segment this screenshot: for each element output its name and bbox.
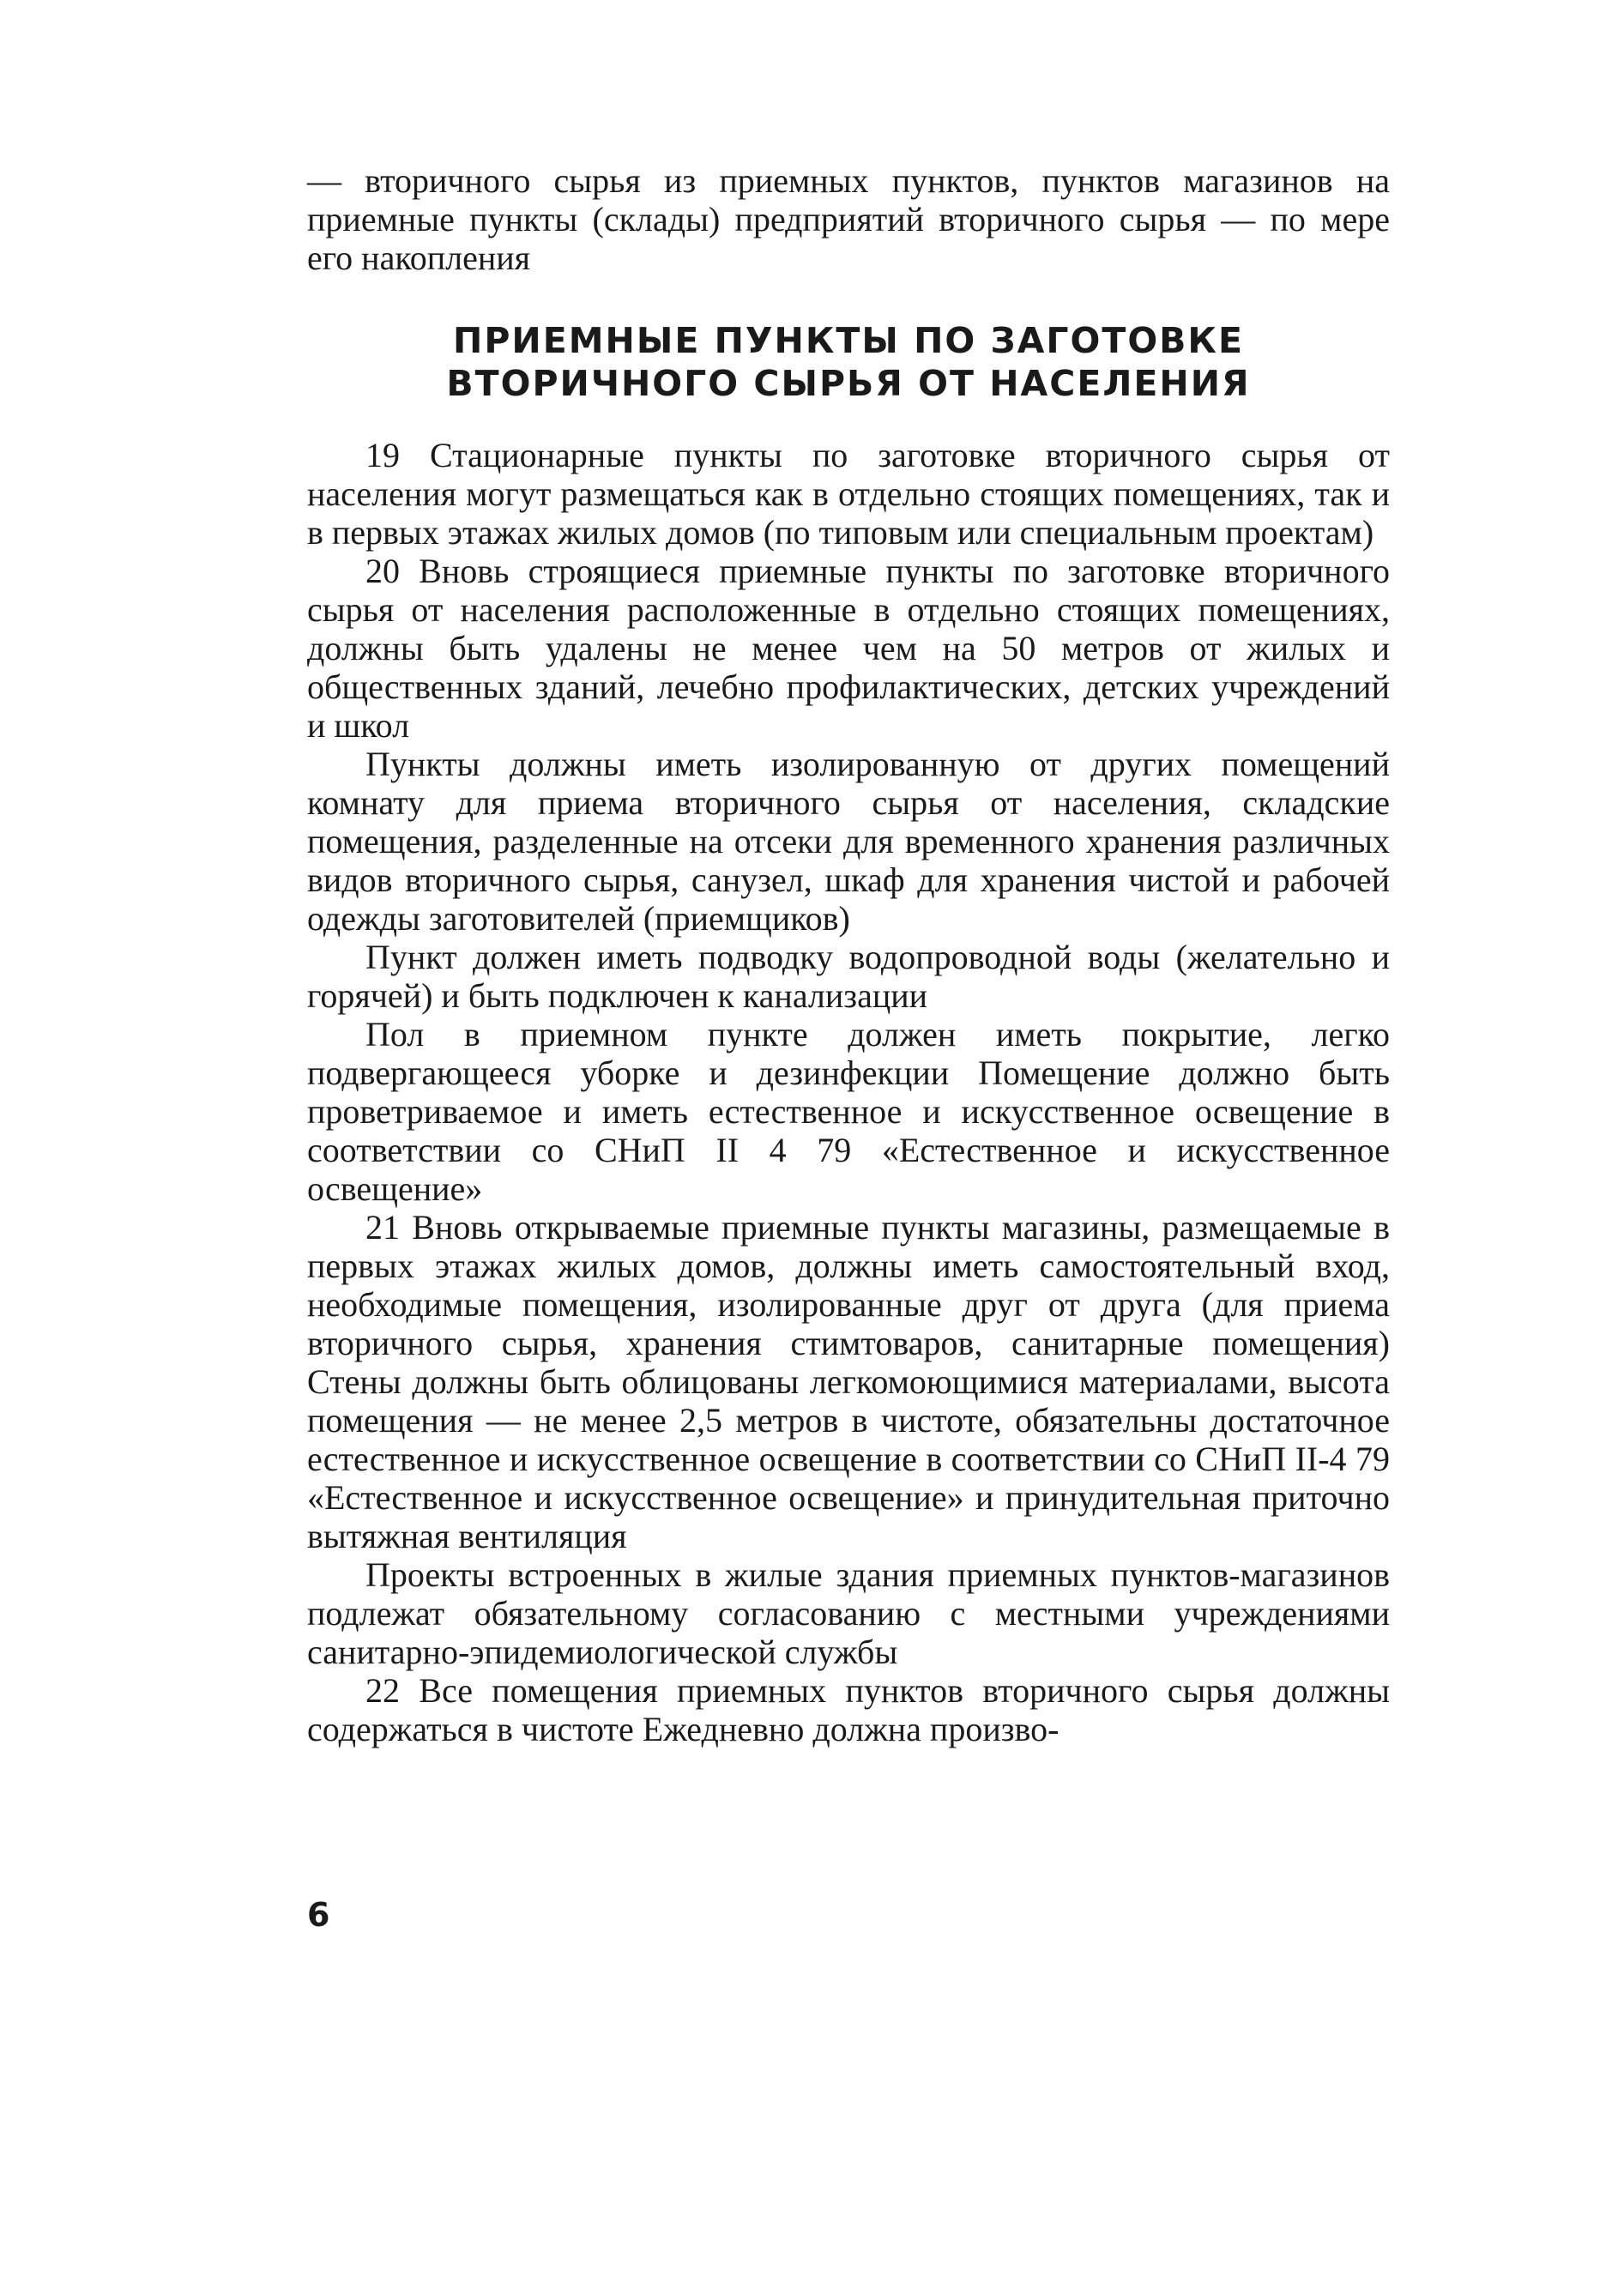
section-heading-line-2: ВТОРИЧНОГО СЫРЬЯ ОТ НАСЕЛЕНИЯ [446, 363, 1251, 404]
paragraph-floor: Пол в приемном пункте должен иметь покрытие, легко подвергающееся уборке и дезинфекции Помещение должно быть проветриваемое и иметь естественное и искусственное освещение в соответствии со СНиП II 4 79 «Естественное и искусственное освещение» [307, 1015, 1390, 1208]
section-body [307, 436, 1390, 1748]
page-number: 6 [307, 1896, 330, 1934]
paragraph-19: 19 Стационарные пункты по заготовке вторичного сырья от населения могут размещаться как в отдельно стоящих помещениях, так и в первых этажах жилых домов (по типовым или специальным проектам) [307, 436, 1390, 552]
section-heading-line-1: ПРИЕМНЫЕ ПУНКТЫ ПО ЗАГОТОВКЕ [453, 320, 1244, 361]
paragraph-20: 20 Вновь строящиеся приемные пункты по заготовке вторичного сырья от населения расположенные в отдельно стоящих помещениях, должны быть удалены не менее чем на 50 метров от жилых и общественных зданий, лечебно профилактических, детских учреждений и школ [307, 552, 1390, 745]
paragraph-water-supply: Пункт должен иметь подводку водопроводной воды (желательно и горячей) и быть подключен к канализации [307, 938, 1390, 1015]
paragraph-points-rooms: Пункты должны иметь изолированную от других помещений комнату для приема вторичного сырья от населения, складские помещения, разделенные на отсеки для временного хранения различных видов вторичного сырья, санузел, шкаф для хранения чистой и рабочей одежды заготовителей (приемщиков) [307, 745, 1390, 938]
intro-paragraph: — вторичного сырья из приемных пунктов, пунктов магазинов на приемные пункты (склады) предприятий вторичного сырья — по мере его накопления [307, 161, 1390, 277]
section-heading [307, 319, 1390, 405]
paragraph-22: 22 Все помещения приемных пунктов вторичного сырья должны содержаться в чистоте Ежедневно должна произво- [307, 1671, 1390, 1748]
paragraph-21: 21 Вновь открываемые приемные пункты магазины, размещаемые в первых этажах жилых домов, должны иметь самостоятельный вход, необходимые помещения, изолированные друг от друга (для приема вторичного сырья, хранения стимтоваров, санитарные помещения) Стены должны быть облицованы легкомоющимися материалами, высота помещения — не менее 2,5 метров в чистоте, обязательны достаточное естественное и искусственное освещение в соответствии со СНиП II-4 79 «Естественное и искусственное освещение» и принудительная приточно вытяжная вентиляция [307, 1208, 1390, 1555]
paragraph-projects: Проекты встроенных в жилые здания приемных пунктов-магазинов подлежат обязательному согласованию с местными учреждениями санитарно-эпидемиологической службы [307, 1555, 1390, 1671]
